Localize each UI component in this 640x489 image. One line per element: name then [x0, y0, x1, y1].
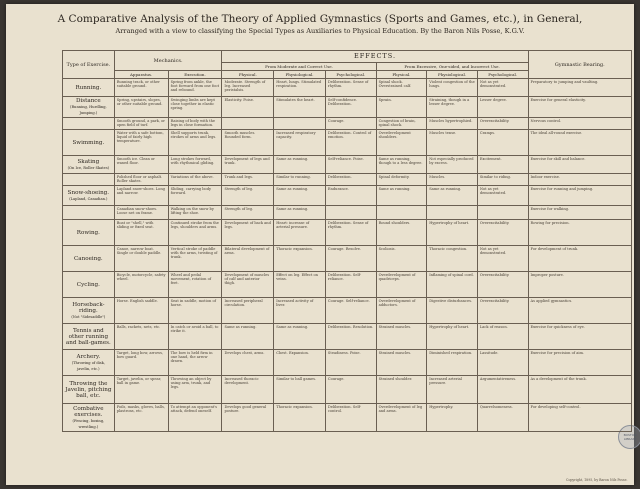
table-cell: [325, 206, 376, 220]
exercise-name: [63, 246, 115, 272]
table-cell: Lassitude.: [477, 350, 528, 376]
page-title: A Comparative Analysis of the Theory of Applied Gymnastics (Sports and Games, etc.), in General,: [57, 13, 583, 25]
table-cell: Increased peripheral circulation.: [222, 298, 274, 324]
table-cell: Not as yet demonstrated.: [477, 186, 528, 206]
table-cell: Exercise for running and jumping.: [528, 186, 631, 206]
exercise-title: Swimming.: [72, 139, 105, 146]
table-cell: Exercise for skill and balance.: [528, 156, 631, 174]
table-cell: Running track, or other suitable ground.: [114, 79, 168, 97]
table-cell: Sprain.: [376, 97, 427, 118]
table-cell: Strength of leg.: [222, 186, 274, 206]
table-cell: Exercise for general elasticity.: [528, 97, 631, 118]
table-row: [63, 118, 632, 130]
table-cell: Thoracic expansion.: [274, 404, 326, 432]
table-cell: Bilateral development of arms.: [222, 246, 274, 272]
table-cell: Bicycle, motorcycle, safety wheel.: [114, 272, 168, 298]
exercise-name: [63, 404, 115, 432]
table-row: [63, 156, 632, 174]
exercise-name: [63, 156, 115, 174]
header-type: Type of Exercise.: [63, 51, 115, 79]
table-row: [63, 130, 632, 156]
table-cell: Hypertrophy of heart.: [427, 324, 478, 350]
exercise-name: [63, 118, 115, 130]
table-cell: Quarrelsomeness.: [477, 404, 528, 432]
table-cell: Preparatory to jumping and vaulting.: [528, 79, 631, 97]
table-cell: Argumentativeness.: [477, 376, 528, 404]
table-cell: [376, 206, 427, 220]
exercise-title: Distance: [75, 98, 101, 104]
header-physiological: Physiological.: [274, 71, 326, 79]
table-cell: Inflaming of spinal cord.: [427, 272, 478, 298]
table-cell: [477, 206, 528, 220]
table-cell: Increased arterial pressure.: [427, 376, 478, 404]
table-cell: Nervous control.: [528, 118, 631, 130]
table-cell: Lesser degree.: [477, 97, 528, 118]
table-cell: Violent congestion of the lungs.: [427, 79, 478, 97]
table-cell: [222, 118, 274, 130]
exercise-name: [63, 324, 115, 350]
table-cell: Muscles hypertrophied.: [427, 118, 478, 130]
table-cell: Smooth ice. Clean or waxed floor.: [114, 156, 168, 174]
table-cell: Canoe, narrow boat. Single or double paddle.: [114, 246, 168, 272]
table-row: [63, 97, 632, 118]
header-physical-excess: Physical.: [376, 71, 427, 79]
table-cell: Same as running.: [274, 186, 326, 206]
table-cell: Overexcitability.: [477, 298, 528, 324]
table-cell: Same as running, though to a less degree.: [376, 156, 427, 174]
table-cell: Wheel and pedal movement, rotation of feet.: [168, 272, 222, 298]
table-cell: Smooth ground, a park, or open field of turf.: [114, 118, 168, 130]
table-cell: Self-confidence. Deliberation.: [325, 97, 376, 118]
table-cell: Overdevelopment of quadriceps.: [376, 272, 427, 298]
table-cell: Development of muscles of calf and anterior thigh.: [222, 272, 274, 298]
table-cell: Strained muscles.: [376, 324, 427, 350]
table-cell: Overdevelopment of adductors.: [376, 298, 427, 324]
table-cell: Improper posture.: [528, 272, 631, 298]
table-row: [63, 376, 632, 404]
table-row: [63, 174, 632, 186]
table-cell: Continued stroke from the legs, shoulders and arms.: [168, 220, 222, 246]
table-cell: Throwing an object by using arm, trunk, and legs.: [168, 376, 222, 404]
table-cell: Muscles tense.: [427, 130, 478, 156]
table-cell: Stimulates the heart.: [274, 97, 326, 118]
exercise-name: [63, 350, 115, 376]
table-cell: Moderate. Strength of leg. Increased peristalsis.: [222, 79, 274, 97]
table-cell: Indoor exercise.: [528, 174, 631, 186]
table-cell: Round shoulders.: [376, 220, 427, 246]
table-row: [63, 206, 632, 220]
exercise-title: Combative exercises.: [73, 405, 104, 418]
exercise-title: Tennis and other running and ball-games.: [65, 327, 111, 346]
table-cell: Canadian snow-shoes. Loose net on frame.: [114, 206, 168, 220]
exercise-subtitle: (Lapland, Canadian.): [69, 196, 108, 201]
table-cell: Spinal shock. Overstrained calf.: [376, 79, 427, 97]
table-cell: Courage.: [325, 376, 376, 404]
table-row: [63, 220, 632, 246]
exercise-title: Rowing.: [76, 229, 100, 236]
table-cell: Spinal deformity.: [376, 174, 427, 186]
table-cell: Horse. English saddle.: [114, 298, 168, 324]
table-cell: The ideal all-round exercise.: [528, 130, 631, 156]
table-cell: Sliding, carrying body forward.: [168, 186, 222, 206]
exercise-subtitle: (Fencing, boxing, wrestling.): [72, 418, 105, 429]
table-cell: Effect on leg. Effect on veins.: [274, 272, 326, 298]
header-apparatus: Apparatus.: [114, 71, 168, 79]
table-cell: Exercise for quickness of eye.: [528, 324, 631, 350]
table-cell: Exercise for walking.: [528, 206, 631, 220]
table-cell: For development of trunk.: [528, 246, 631, 272]
table-cell: [274, 118, 326, 130]
table-cell: Deliberation. Self-reliance.: [325, 272, 376, 298]
exercise-name: [63, 272, 115, 298]
table-row: [63, 79, 632, 97]
table-cell: Thoracic expansion.: [274, 246, 326, 272]
exercise-title: Archery.: [76, 353, 101, 360]
table-cell: Not as yet demonstrated.: [477, 246, 528, 272]
table-cell: Foils, masks, gloves, balls, plastrons, etc.: [114, 404, 168, 432]
table-cell: Trunk and legs.: [222, 174, 274, 186]
header-effects: EFFECTS.: [222, 51, 528, 63]
table-cell: Endurance.: [325, 186, 376, 206]
exercise-name: [63, 174, 115, 186]
header-physiological-excess: Physiological.: [427, 71, 478, 79]
table-row: [63, 246, 632, 272]
table-cell: Spring from ankle, the foot forward from one foot and rebound.: [168, 79, 222, 97]
table-cell: As applied gymnastics.: [528, 298, 631, 324]
table-cell: The bow is held firm in one hand, the arrow drawn.: [168, 350, 222, 376]
table-cell: Similar to riding.: [477, 174, 528, 186]
header-bearing: Gymnastic Bearing.: [528, 51, 631, 79]
header-execution: Execution.: [168, 71, 222, 79]
table-cell: Target, javelin, or spear, ball in game.: [114, 376, 168, 404]
header-psychological-excess: Psychological.: [477, 71, 528, 79]
footer-text: Copyright, 1895, by Baron Nils Posse.: [566, 478, 628, 482]
table-row: [63, 404, 632, 432]
page-subtitle: Arranged with a view to classifying the Special Types as Auxiliaries to Physical Education. By the Baron Nils Posse, K.G.V.: [115, 27, 525, 35]
table-cell: Hypertrophy.: [427, 404, 478, 432]
exercise-subtitle: (On Ice, Roller Skates): [67, 165, 110, 170]
table-cell: Vertical stroke of paddle with the arms, twisting of trunk.: [168, 246, 222, 272]
table-cell: Walking on the snow by lifting the shoe.: [168, 206, 222, 220]
exercise-name: [63, 97, 115, 118]
table-cell: Same as running.: [274, 206, 326, 220]
exercise-name: [63, 130, 115, 156]
table-cell: Strained muscles.: [376, 350, 427, 376]
table-cell: Same as running.: [427, 186, 478, 206]
table-row: [63, 350, 632, 376]
table-cell: Overdevelopment of leg and arms.: [376, 404, 427, 432]
table-cell: Development of legs and trunk.: [222, 156, 274, 174]
table-cell: Digestive disturbances.: [427, 298, 478, 324]
table-cell: Scoliosis.: [376, 246, 427, 272]
table-cell: As a development of the trunk.: [528, 376, 631, 404]
table-cell: Increased activity of liver.: [274, 298, 326, 324]
table-cell: Seat in saddle, motion of horse.: [168, 298, 222, 324]
exercise-subtitle: (Throwing of disk, javelin, etc.): [71, 360, 105, 371]
header-physical: Physical.: [222, 71, 274, 79]
table-cell: Deliberation. Control of emotion.: [325, 130, 376, 156]
exercise-name: [63, 298, 115, 324]
table-cell: Balls, rackets, nets, etc.: [114, 324, 168, 350]
table-cell: Lack of reason.: [477, 324, 528, 350]
exercise-name: [63, 186, 115, 206]
table-cell: Water with a safe bottom, liquid of fairly high temperature.: [114, 130, 168, 156]
table-cell: Courage. Resolve.: [325, 246, 376, 272]
table-cell: Heart, lungs. Stimulated respiration.: [274, 79, 326, 97]
table-cell: Not as yet demonstrated.: [477, 79, 528, 97]
table-cell: Development of back and legs.: [222, 220, 274, 246]
table-cell: Raising of body with the legs in close formation.: [168, 118, 222, 130]
table-cell: Develops chest, arms.: [222, 350, 274, 376]
table-cell: Increased thoracic development.: [222, 376, 274, 404]
table-row: [63, 272, 632, 298]
exercise-subtitle: (Running, Hurdling, Jumping.): [70, 105, 107, 115]
exercise-name: [63, 376, 115, 404]
table-cell: Smooth muscles. Rounded form.: [222, 130, 274, 156]
table-cell: Deliberation. Sense of rhythm.: [325, 220, 376, 246]
table-cell: Hypertrophy of heart.: [427, 220, 478, 246]
table-cell: Not especially produced by excess.: [427, 156, 478, 174]
table-cell: Same as running.: [274, 156, 326, 174]
table-cell: Congestion of brain, spinal shock.: [376, 118, 427, 130]
exercise-title: Skating: [77, 158, 100, 165]
header-excessive: From Excessive, One-sided, and Incorrect Use.: [376, 63, 528, 71]
table-cell: Chest. Expansion.: [274, 350, 326, 376]
header-moderate: From Moderate and Correct Use.: [222, 63, 376, 71]
table-cell: Deliberation. Sense of rhythm.: [325, 79, 376, 97]
table-cell: Overexcitability.: [477, 220, 528, 246]
exercise-subtitle: (Not "Sidesaddle"): [71, 314, 106, 319]
exercise-name: [63, 206, 115, 220]
table-cell: Develops good general posture.: [222, 404, 274, 432]
table-cell: Swinging limbs are kept close together in elastic spring.: [168, 97, 222, 118]
table-cell: Rowing for precision.: [528, 220, 631, 246]
table-cell: Deliberation.: [325, 174, 376, 186]
table-cell: To attempt an opponent's attack, defend oneself.: [168, 404, 222, 432]
table-cell: Overexcitability.: [477, 272, 528, 298]
table-cell: Similar to ball games.: [274, 376, 326, 404]
exercise-title: Cycling.: [76, 281, 100, 288]
table-cell: Strength of leg.: [222, 206, 274, 220]
table-cell: Diminished respiration.: [427, 350, 478, 376]
exercise-name: [63, 220, 115, 246]
table-row: [63, 324, 632, 350]
table-row: [63, 186, 632, 206]
table-cell: Same as running.: [274, 324, 326, 350]
table-cell: Self-reliance. Poise.: [325, 156, 376, 174]
table-cell: Steadiness. Poise.: [325, 350, 376, 376]
table-cell: Strained shoulder.: [376, 376, 427, 404]
table-cell: Courage.: [325, 118, 376, 130]
table-cell: Overdevelopment shoulders.: [376, 130, 427, 156]
table-cell: Muscles.: [427, 174, 478, 186]
table-cell: Similar to running.: [274, 174, 326, 186]
table-cell: Lapland snow-shoes. Long and narrow.: [114, 186, 168, 206]
analysis-table: [62, 50, 632, 432]
exercise-name: [63, 79, 115, 97]
table-cell: [427, 206, 478, 220]
table-cell: Polished floor or asphalt. Roller skates.: [114, 174, 168, 186]
table-cell: Shell supports trunk, strokes of arms and legs.: [168, 130, 222, 156]
table-cell: Elasticity. Poise.: [222, 97, 274, 118]
table-cell: Boat or "shell," with sliding or fixed seat.: [114, 220, 168, 246]
table-row: [63, 298, 632, 324]
table-cell: Increased respiratory capacity.: [274, 130, 326, 156]
table-cell: Spring, upstairs, slopes, or other suitable ground.: [114, 97, 168, 118]
table-cell: Exercise for precision of aim.: [528, 350, 631, 376]
table-body: [63, 79, 632, 432]
table-cell: Deliberation. Resolution.: [325, 324, 376, 350]
table-cell: In catch or avoid a ball, to strike it.: [168, 324, 222, 350]
table-cell: Heart: increase of arterial pressure.: [274, 220, 326, 246]
header-psychological: Psychological.: [325, 71, 376, 79]
exercise-title: Snow-shoeing.: [67, 189, 110, 196]
table-cell: Same as running.: [222, 324, 274, 350]
stamp-text: BOSTON LIBRARY: [623, 433, 637, 441]
table-cell: Straining, though in a lesser degree.: [427, 97, 478, 118]
table-cell: Same as running.: [376, 186, 427, 206]
header-mechanics: Mechanics.: [114, 51, 222, 71]
exercise-title: Running.: [75, 84, 102, 91]
exercise-title: Horseback-riding.: [72, 301, 105, 314]
table-cell: Variations of the above.: [168, 174, 222, 186]
table-cell: Cramps.: [477, 130, 528, 156]
table-cell: Deliberation. Self-control.: [325, 404, 376, 432]
table-cell: For developing self-control.: [528, 404, 631, 432]
table-cell: Long strokes forward, with rhythmical gliding.: [168, 156, 222, 174]
table-cell: Thoracic congestion.: [427, 246, 478, 272]
table-cell: Overexcitability.: [477, 118, 528, 130]
table-cell: Target, long bow, arrows, bow guard.: [114, 350, 168, 376]
exercise-title: Throwing the Javelin, pitching ball, etc.: [65, 380, 112, 399]
table-cell: Courage. Self-reliance.: [325, 298, 376, 324]
table-cell: Excitement.: [477, 156, 528, 174]
exercise-title: Canoeing.: [74, 255, 103, 262]
